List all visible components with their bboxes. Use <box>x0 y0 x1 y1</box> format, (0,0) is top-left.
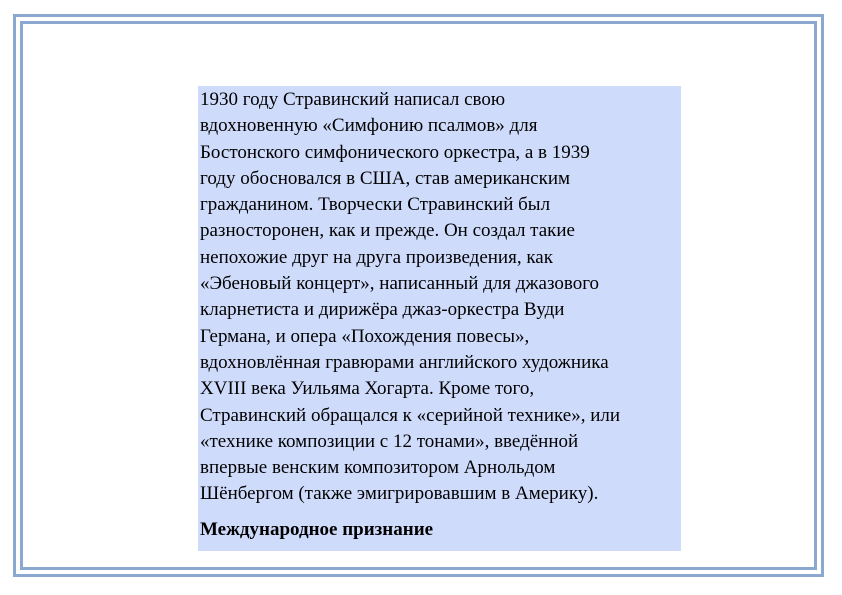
paragraph-line: гражданином. Творчески Стравинский был <box>200 194 551 216</box>
paragraph-line: разносторонен, как и прежде. Он создал такие <box>200 220 575 242</box>
paragraph-line: 1930 году Стравинский написал свою <box>200 89 506 110</box>
paragraph-line: кларнетиста и дирижёра джаз-оркестра Вуди <box>200 299 565 321</box>
paragraph-line: «Эбеновый концерт», написанный для джазового <box>200 273 600 295</box>
paragraph-line: впервые венским композитором Арнольдом <box>200 457 556 479</box>
text-box <box>198 86 681 551</box>
section-heading: Международное признание <box>200 518 434 540</box>
paragraph-line: вдохновенную «Симфонию псалмов» для <box>200 115 538 137</box>
paragraph-line: XVIII века Уильяма Хогарта. Кроме того, <box>200 378 535 400</box>
paragraph-line: «технике композиции с 12 тонами», введённой <box>200 430 579 452</box>
paragraph-line: году обосновался в США, став американским <box>200 167 571 189</box>
body-paragraph <box>200 87 681 508</box>
paragraph-line: Шёнбергом (также эмигрировавшим в Америку). <box>200 483 599 505</box>
paragraph-line: Стравинский обращался к «серийной технике», или <box>200 404 621 426</box>
paragraph-line: непохожие друг на друга произведения, как <box>200 246 553 268</box>
paragraph-line: вдохновлённая гравюрами английского художника <box>200 351 609 373</box>
paragraph-line: Германа, и опера «Похождения повесы», <box>200 325 530 347</box>
paragraph-line: Бостонского симфонического оркестра, а в 1939 <box>200 141 590 163</box>
